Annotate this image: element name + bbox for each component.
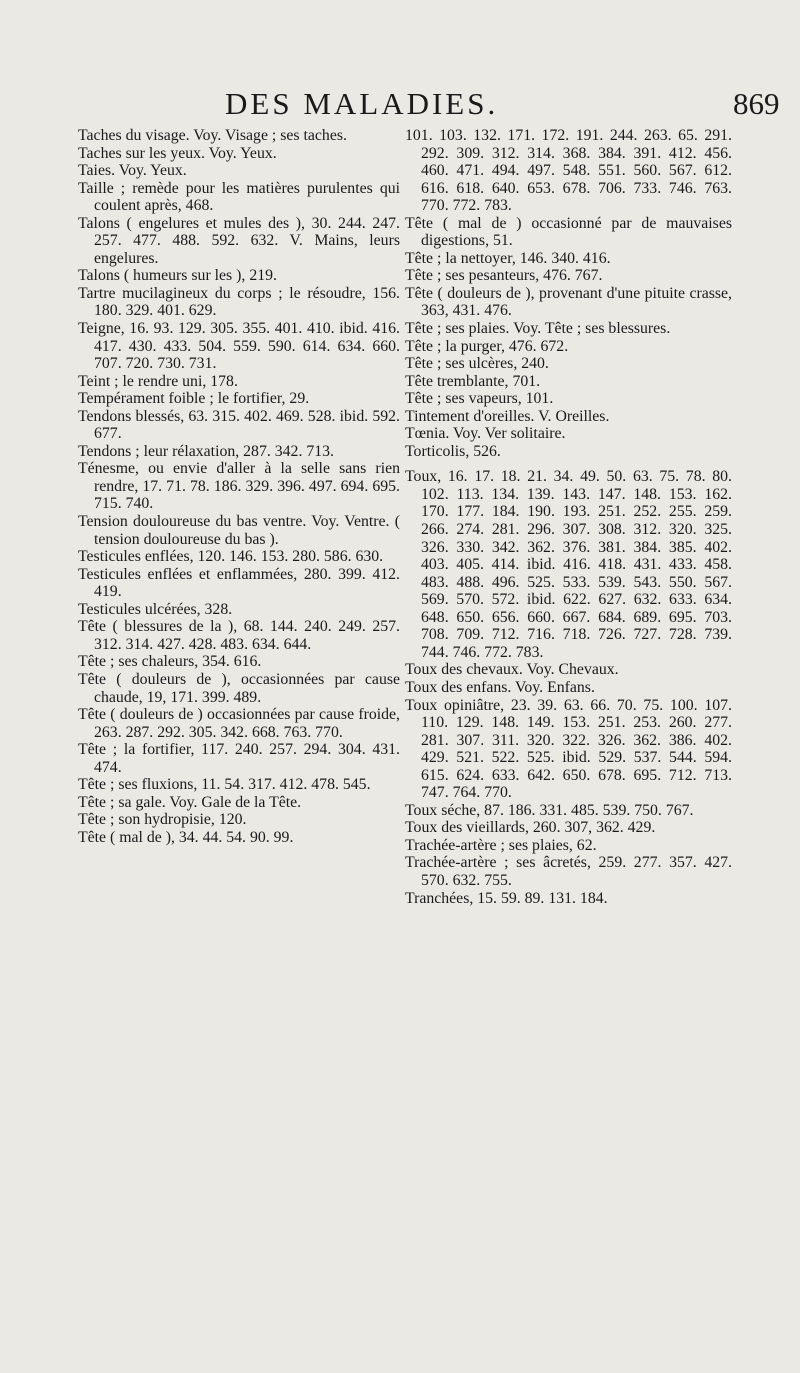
index-entry: Tempérament foible ; le fortifier, 29. [78, 390, 310, 408]
entry-spacer [405, 460, 732, 468]
index-entry: Tête tremblante, 701. [405, 372, 541, 390]
index-entry: Testicules ulcérées, 328. [78, 600, 233, 618]
index-entry: Talons ( engelures et mules des ), 30. 244. 247. 257. 477. 488. 592. 632. V. Mains, leurs engelures. [78, 214, 400, 267]
index-entry: Testicules enflées et enflammées, 280. 399. 412. 419. [78, 565, 400, 601]
index-entry: Tête ; ses vapeurs, 101. [405, 390, 554, 408]
left-column [78, 127, 400, 846]
index-entry: Toux des chevaux. Voy. Chevaux. [405, 661, 619, 679]
index-entry: 101. 103. 132. 171. 172. 191. 244. 263. 65. 291. 292. 309. 312. 314. 368. 384. 391. 412. 456. 460. 471. 494. 497. 548. 551. 560. 567. 612. 616. 618. 640. 653. 678. 706. 733. 746. 763. 770. 772. 783. [405, 127, 732, 215]
index-entry: Tendons blessés, 63. 315. 402. 469. 528. ibid. 592. 677. [78, 407, 400, 443]
index-entry: Taille ; remède pour les matières purulentes qui coulent après, 468. [78, 179, 400, 215]
index-entry: Taies. Voy. Yeux. [78, 162, 187, 180]
right-column [405, 127, 732, 907]
index-entry: Toux des enfans. Voy. Enfans. [405, 678, 595, 696]
page-header [0, 86, 800, 126]
index-entry: Toux, 16. 17. 18. 21. 34. 49. 50. 63. 75. 78. 80. 102. 113. 134. 139. 143. 147. 148. 153. 162. 170. 177. 184. 190. 193. 251. 252. 255. 259. 266. 274. 281. 296. 307. 308. 312. 320. 325. 326. 330. 342. 362. 376. 381. 384. 385. 402. 403. 405. 414. ibid. 416. 418. 431. 433. 458. 483. 488. 496. 525. 533. 539. 543. 550. 567. 569. 570. 572. ibid. 622. 627. 632. 633. 634. 648. 650. 656. 660. 667. 684. 689. 695. 703. 708. 709. 712. 716. 718. 726. 727. 728. 739. 744. 746. 772. 783. [405, 468, 732, 661]
page-number: 869 [733, 86, 780, 121]
index-entry: Tête ; ses plaies. Voy. Tête ; ses blessures. [405, 320, 671, 338]
index-entry: Ténesme, ou envie d'aller à la selle sans rien rendre, 17. 71. 78. 186. 329. 396. 497. 694. 695. 715. 740. [78, 460, 400, 513]
index-entry: Tartre mucilagineux du corps ; le résoudre, 156. 180. 329. 401. 629. [78, 284, 400, 320]
index-entry: Teigne, 16. 93. 129. 305. 355. 401. 410. ibid. 416. 417. 430. 433. 504. 559. 590. 614. 634. 660. 707. 720. 730. 731. [78, 320, 400, 373]
index-entry: Trachée-artère ; ses plaies, 62. [405, 836, 597, 854]
index-entry: Tête ; la nettoyer, 146. 340. 416. [405, 249, 611, 267]
index-entry: Taches du visage. Voy. Visage ; ses taches. [78, 127, 347, 144]
index-entry: Tête ( mal de ), 34. 44. 54. 90. 99. [78, 828, 294, 846]
index-entry: Toux séche, 87. 186. 331. 485. 539. 750. 767. [405, 801, 694, 819]
index-entry: Tête ( mal de ) occasionné par de mauvaises digestions, 51. [405, 214, 732, 250]
index-entry: Tête ; sa gale. Voy. Gale de la Tête. [78, 793, 302, 811]
index-entry: Taches sur les yeux. Voy. Yeux. [78, 144, 277, 162]
index-entry: Tête ; la fortifier, 117. 240. 257. 294. 304. 431. 474. [78, 741, 400, 776]
running-title: DES MALADIES. [225, 86, 499, 121]
index-entry: Tête ( douleurs de ), provenant d'une pituite crasse, 363, 431. 476. [405, 284, 732, 320]
index-entry: Talons ( humeurs sur les ), 219. [78, 267, 277, 285]
index-entry: Tête ; la purger, 476. 672. [405, 337, 569, 355]
index-entry: Tintement d'oreilles. V. Oreilles. [405, 407, 610, 425]
index-entry: Tension douloureuse du bas ventre. Voy. Ventre. ( tension douloureuse du bas ). [78, 513, 400, 548]
index-entry: Tête ; ses chaleurs, 354. 616. [78, 653, 262, 671]
index-entry: Tête ( douleurs de ) occasionnées par cause froide, 263. 287. 292. 305. 342. 668. 763. 770. [78, 706, 400, 741]
index-entry: Tête ; ses pesanteurs, 476. 767. [405, 267, 603, 285]
index-entry: Testicules enflées, 120. 146. 153. 280. 586. 630. [78, 548, 384, 566]
index-entry: Trachée-artère ; ses âcretés, 259. 277. 357. 427. 570. 632. 755. [405, 854, 732, 889]
index-entry: Tranchées, 15. 59. 89. 131. 184. [405, 889, 608, 907]
index-entry: Tête ; ses ulcères, 240. [405, 355, 549, 373]
index-entry: Toux des vieillards, 260. 307, 362. 429. [405, 819, 656, 837]
index-entry: Tête ( blessures de la ), 68. 144. 240. 249. 257. 312. 314. 427. 428. 483. 634. 644. [78, 618, 400, 653]
index-entry: Tête ( douleurs de ), occasionnées par cause chaude, 19, 171. 399. 489. [78, 670, 400, 706]
index-entry: Tête ; son hydropisie, 120. [78, 811, 247, 829]
index-entry: Toux opiniâtre, 23. 39. 63. 66. 70. 75. 100. 107. 110. 129. 148. 149. 153. 251. 253. 260. 277. 281. 307. 311. 320. 322. 326. 362. 386. 402. 429. 521. 522. 525. ibid. 529. 537. 544. 594. 615. 624. 633. 642. 650. 678. 695. 712. 713. 747. 764. 770. [405, 696, 732, 802]
index-entry: Tœnia. Voy. Ver solitaire. [405, 425, 566, 443]
index-entry: Torticolis, 526. [405, 442, 501, 460]
index-entry: Teint ; le rendre uni, 178. [78, 372, 238, 390]
index-entry: Tendons ; leur rélaxation, 287. 342. 713. [78, 442, 334, 460]
index-entry: Tête ; ses fluxions, 11. 54. 317. 412. 478. 545. [78, 776, 371, 794]
